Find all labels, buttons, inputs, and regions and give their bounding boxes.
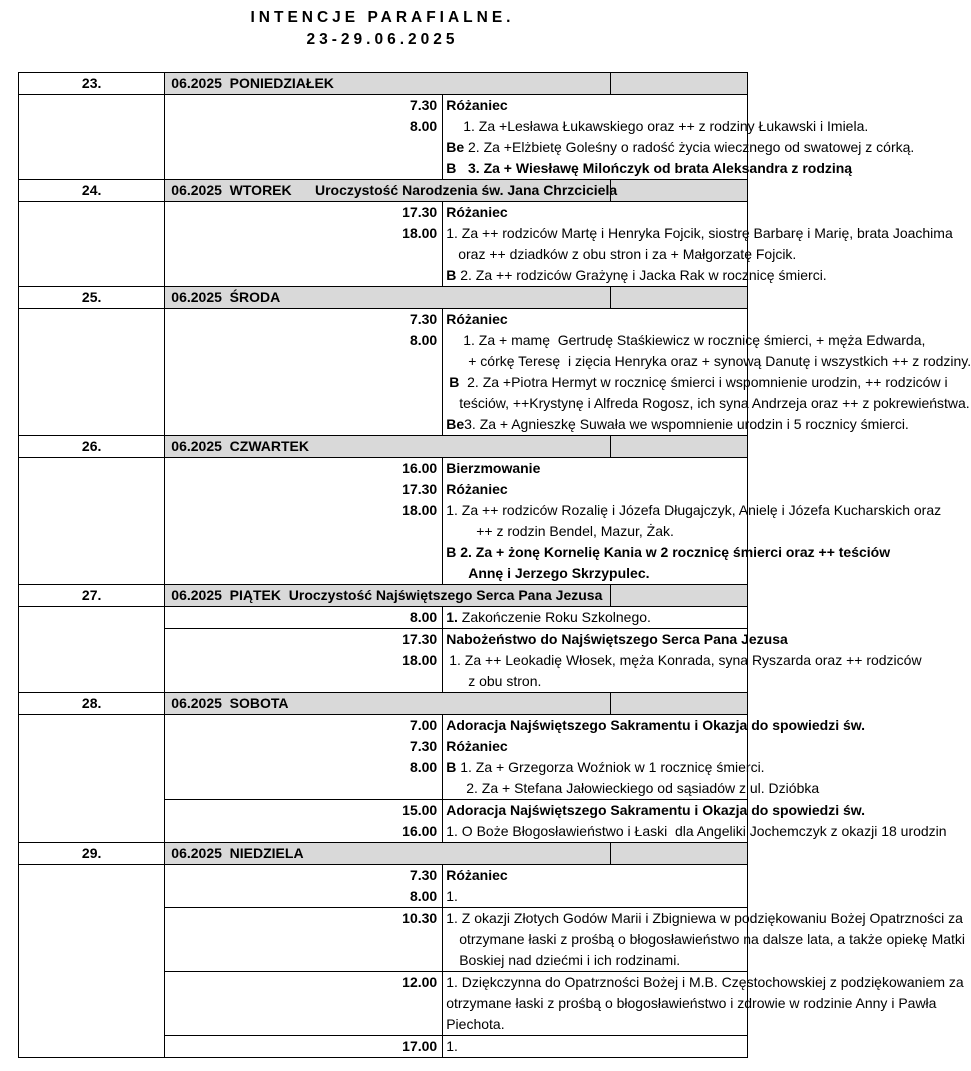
intention-line: Be3. Za + Agnieszkę Suwała we wspomnienie urodzin i 5 rocznicy śmierci. xyxy=(446,416,909,432)
day-header-row xyxy=(19,843,748,865)
intention-line: Adoracja Najświętszego Sakramentu i Okazja do spowiedzi św. xyxy=(446,717,866,733)
mass-time: 10.30 xyxy=(402,910,438,926)
intentions-cell xyxy=(443,715,866,800)
mass-times xyxy=(165,202,443,287)
header-cell-right xyxy=(611,73,748,95)
day-number: 28. xyxy=(19,693,165,715)
day-number-spacer xyxy=(19,908,165,972)
intention-row xyxy=(19,458,748,585)
mass-time: 17.00 xyxy=(402,1038,438,1054)
day-date: 06.2025 SOBOTA xyxy=(165,693,611,715)
header-cell-right xyxy=(611,585,748,607)
day-header-row xyxy=(19,585,748,607)
intention-line: z obu stron. xyxy=(468,673,542,689)
intention-line: 1. Z okazji Złotych Godów Marii i Zbigniewa w podziękowaniu Bożej Opatrzności za xyxy=(446,910,963,926)
intention-prefix: B xyxy=(449,374,460,390)
intention-line: 1. xyxy=(446,1038,458,1054)
intentions-cell xyxy=(443,202,953,287)
header-cell-right xyxy=(611,180,748,202)
intention-row xyxy=(19,309,748,436)
intention-line: Różaniec xyxy=(446,481,508,497)
day-header-row xyxy=(19,693,748,715)
header-cell-right xyxy=(611,693,748,715)
day-header-row xyxy=(19,436,748,458)
intentions-cell xyxy=(443,865,748,908)
intention-line: Różaniec xyxy=(446,97,508,113)
mass-times xyxy=(165,607,443,629)
mass-times xyxy=(165,458,443,585)
document-date-range: 23-29.06.2025 xyxy=(306,31,459,48)
mass-times xyxy=(165,95,443,180)
day-number-spacer xyxy=(19,458,165,585)
mass-times xyxy=(165,865,443,908)
day-number: 27. xyxy=(19,585,165,607)
mass-times xyxy=(165,908,443,972)
intention-line: B 2. Za + żonę Kornelię Kania w 2 rocznicę śmierci oraz ++ teściów xyxy=(446,544,891,560)
intention-line: + córkę Teresę i zięcia Henryka oraz + synową Danutę i wszystkich ++ z rodziny. xyxy=(468,353,971,369)
intention-line: oraz ++ dziadków z obu stron i za + Małgorzatę Fojcik. xyxy=(458,246,797,262)
day-number-spacer xyxy=(19,95,165,180)
intention-line: 1. Za ++ rodziców Martę i Henryka Fojcik, siostrę Barbarę i Marię, brata Joachima xyxy=(446,225,953,241)
intention-prefix: B xyxy=(446,160,457,176)
intentions-cell xyxy=(443,309,971,436)
day-date: 06.2025 ŚRODA xyxy=(165,287,611,309)
intention-line: Różaniec xyxy=(446,738,508,754)
mass-time: 8.00 xyxy=(409,759,438,775)
intention-row xyxy=(19,972,748,1036)
day-number-spacer xyxy=(19,800,165,843)
intention-line: 1. xyxy=(446,888,458,904)
mass-time: 12.00 xyxy=(402,974,438,990)
intention-line: ++ z rodzin Bendel, Mazur, Żak. xyxy=(476,523,674,539)
intention-line: B 3. Za + Wiesławę Milończyk od brata Aleksandra z rodziną xyxy=(446,160,853,176)
intentions-cell xyxy=(443,972,964,1036)
day-number: 24. xyxy=(19,180,165,202)
intention-row xyxy=(19,629,748,693)
intention-line: Różaniec xyxy=(446,311,508,327)
intention-line: 1. Za +Lesława Łukawskiego oraz ++ z rodziny Łukawski i Imiela. xyxy=(463,118,869,134)
mass-times xyxy=(165,715,443,800)
day-header-row xyxy=(19,287,748,309)
mass-time: 8.00 xyxy=(409,609,438,625)
mass-time: 7.30 xyxy=(409,867,438,883)
intentions-cell xyxy=(443,629,922,693)
header-cell-right xyxy=(611,436,748,458)
mass-time: 18.00 xyxy=(402,652,438,668)
mass-time: 16.00 xyxy=(402,460,438,476)
intentions-table xyxy=(18,72,971,1058)
intention-line: otrzymane łaski z prośbą o błogosławieństwo na dalsze lata, a także opiekę Matki xyxy=(459,931,966,947)
intention-row xyxy=(19,715,748,800)
intentions-cell xyxy=(443,458,942,585)
intention-line: Be 2. Za +Elżbietę Goleśny o radość życia wiecznego od swatowej z córką. xyxy=(446,139,915,155)
day-number: 25. xyxy=(19,287,165,309)
day-number-spacer xyxy=(19,1036,165,1058)
intention-prefix: Be xyxy=(446,416,465,432)
header-cell-right xyxy=(611,843,748,865)
mass-time: 7.30 xyxy=(409,738,438,754)
intention-line: Różaniec xyxy=(446,867,508,883)
intention-line: teściów, ++Krystynę i Alfreda Rogosz, ich syna Andrzeja oraz ++ z pokrewieństwa. xyxy=(459,395,970,411)
intention-line: 1. Za + mamę Gertrudę Staśkiewicz w rocznicę śmierci, + męża Edwarda, xyxy=(463,332,926,348)
intentions-cell xyxy=(443,95,915,180)
mass-times xyxy=(165,1036,443,1058)
mass-time: 17.30 xyxy=(402,204,438,220)
mass-time: 17.30 xyxy=(402,481,438,497)
day-number-spacer xyxy=(19,607,165,629)
day-date: 06.2025 CZWARTEK xyxy=(165,436,611,458)
day-date: 06.2025 PIĄTEK Uroczystość Najświętszego Serca Pana Jezusa xyxy=(165,585,611,607)
intentions-cell xyxy=(443,908,966,972)
intention-row xyxy=(19,908,748,972)
intention-line: B 2. Za ++ rodziców Grażynę i Jacka Rak w rocznicę śmierci. xyxy=(446,267,827,283)
mass-time: 16.00 xyxy=(402,823,438,839)
intention-row xyxy=(19,800,748,843)
day-number: 26. xyxy=(19,436,165,458)
day-date: 06.2025 WTOREK Uroczystość Narodzenia św. Jana Chrzciciela xyxy=(165,180,611,202)
intention-line: 1. O Boże Błogosławieństwo i Łaski dla Angeliki Jochemczyk z okazji 18 urodzin xyxy=(446,823,947,839)
intention-prefix: 1. xyxy=(446,609,458,625)
mass-time: 18.00 xyxy=(402,502,438,518)
intention-line: Annę i Jerzego Skrzypulec. xyxy=(468,565,650,581)
mass-time: 15.00 xyxy=(402,802,438,818)
day-number-spacer xyxy=(19,715,165,800)
mass-times xyxy=(165,972,443,1036)
mass-time: 7.00 xyxy=(409,717,438,733)
intention-line: Adoracja Najświętszego Sakramentu i Okazja do spowiedzi św. xyxy=(446,802,866,818)
intentions-cell xyxy=(443,1036,748,1058)
intention-line: Bierzmowanie xyxy=(446,460,541,476)
day-number-spacer xyxy=(19,202,165,287)
mass-time: 8.00 xyxy=(409,332,438,348)
day-number-spacer xyxy=(19,972,165,1036)
intention-line: 1. Dziękczynna do Opatrzności Bożej i M.B. Częstochowskiej z podziękowaniem za xyxy=(446,974,964,990)
day-number-spacer xyxy=(19,865,165,908)
day-date: 06.2025 PONIEDZIAŁEK xyxy=(165,73,611,95)
day-header-row xyxy=(19,73,748,95)
intention-line: B 1. Za + Grzegorza Woźniok w 1 rocznicę śmierci. xyxy=(446,759,765,775)
intention-line: 2. Za + Stefana Jałowieckiego od sąsiadów z ul. Dzióbka xyxy=(466,780,820,796)
intention-row xyxy=(19,202,748,287)
intention-prefix: B xyxy=(446,267,457,283)
intention-prefix: Be xyxy=(446,139,465,155)
intention-line: 1. Zakończenie Roku Szkolnego. xyxy=(446,609,651,625)
mass-time: 18.00 xyxy=(402,225,438,241)
mass-time: 8.00 xyxy=(409,888,438,904)
document-title: INTENCJE PARAFIALNE. xyxy=(250,9,515,26)
mass-time: 17.30 xyxy=(402,631,438,647)
intention-line: Różaniec xyxy=(446,204,508,220)
intention-line: 1. Za ++ Leokadię Włosek, męża Konrada, syna Ryszarda oraz ++ rodziców xyxy=(449,652,922,668)
day-date: 06.2025 NIEDZIELA xyxy=(165,843,611,865)
day-number: 23. xyxy=(19,73,165,95)
mass-time: 8.00 xyxy=(409,118,438,134)
header-cell-right xyxy=(611,287,748,309)
mass-time: 7.30 xyxy=(409,97,438,113)
intention-row xyxy=(19,1036,748,1058)
day-header-row xyxy=(19,180,748,202)
intention-line: B 2. Za +Piotra Hermyt w rocznicę śmierci i wspomnienie urodzin, ++ rodziców i xyxy=(449,374,948,390)
mass-times xyxy=(165,629,443,693)
mass-time: 7.30 xyxy=(409,311,438,327)
intention-prefix: B xyxy=(446,759,457,775)
intention-row xyxy=(19,95,748,180)
intention-line: otrzymane łaski z prośbą o błogosławieństwo i zdrowie w rodzinie Anny i Pawła xyxy=(446,995,937,1011)
intention-row xyxy=(19,865,748,908)
intention-line: Piechota. xyxy=(446,1016,505,1032)
intention-line: Boskiej nad dziećmi i ich rodzinami. xyxy=(459,952,681,968)
day-number-spacer xyxy=(19,309,165,436)
day-number-spacer xyxy=(19,629,165,693)
day-number: 29. xyxy=(19,843,165,865)
intentions-cell xyxy=(443,800,947,843)
intention-line: Nabożeństwo do Najświętszego Serca Pana Jezusa xyxy=(446,631,788,647)
mass-times xyxy=(165,309,443,436)
mass-times xyxy=(165,800,443,843)
intentions-cell xyxy=(443,607,748,629)
intention-line: 1. Za ++ rodziców Rozalię i Józefa Długajczyk, Anielę i Józefa Kucharskich oraz xyxy=(446,502,942,518)
intention-row xyxy=(19,607,748,629)
